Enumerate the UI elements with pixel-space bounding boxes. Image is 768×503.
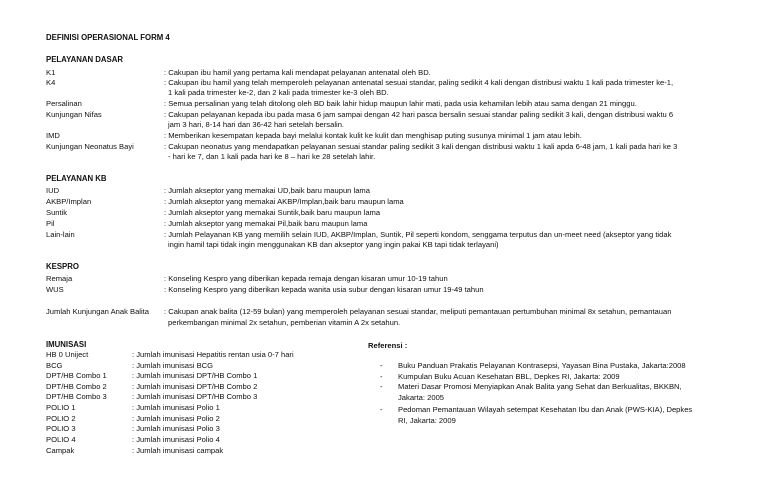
term-persalinan: Persalinan (46, 99, 82, 108)
def-kunjungan-anak-balita-cont: perkembangan minimal 2x setahun, pemberian vitamin A 2x setahun. (168, 318, 401, 327)
def-bcg: : Jumlah imunisasi BCG (132, 361, 214, 370)
section-heading-pelayanan-kb: PELAYANAN KB (46, 174, 107, 183)
term-hb0-uniject: HB 0 Uniject (46, 350, 89, 359)
def-hb0-uniject: : Jumlah imunisasi Hepatitis rentan usia 0-7 hari (132, 350, 294, 359)
def-imd: : Memberikan kesempatan kepada bayi melalui kontak kulit ke kulit dan menghisap puting susunya minimal 1 jam atau lebih. (164, 131, 582, 140)
def-k1: : Cakupan ibu hamil yang pertama kali mendapat pelayanan antenatal oleh BD. (164, 68, 431, 77)
term-polio-1: POLIO 1 (46, 403, 76, 412)
ref-bullet: - (380, 372, 383, 381)
term-imd: IMD (46, 131, 60, 140)
def-kunjungan-nifas-cont: jam 3 hari, 8-14 hari dan 36-42 hari setelah bersalin. (168, 120, 345, 129)
term-kunjungan-nifas: Kunjungan Nifas (46, 110, 102, 119)
def-kunjungan-neonatus-cont: - hari ke 7, dan 1 kali pada hari ke 8 – hari ke 28 setelah lahir. (168, 152, 376, 161)
term-campak: Campak (46, 446, 75, 455)
ref-bullet: - (380, 382, 383, 391)
def-campak: : Jumlah imunisasi campak (132, 446, 224, 455)
term-dpt-combo-3: DPT/HB Combo 3 (46, 392, 107, 401)
ref-bullet: - (380, 361, 383, 370)
term-lain-lain: Lain-lain (46, 230, 75, 239)
term-polio-4: POLIO 4 (46, 435, 76, 444)
def-polio-2: : Jumlah imunisasi Polio 2 (132, 414, 220, 423)
def-pil: : Jumlah akseptor yang memakai Pil,baik baru maupun lama (164, 219, 368, 228)
term-remaja: Remaja (46, 274, 73, 283)
def-kunjungan-nifas: : Cakupan pelayanan kepada ibu pada masa 6 jam sampai dengan 42 hari pasca bersalin sesuai standar paling sedikit 3 kali, dengan distribusi waktu 6 (164, 110, 674, 119)
def-polio-3: : Jumlah imunisasi Polio 3 (132, 424, 220, 433)
section-heading-pelayanan-dasar: PELAYANAN DASAR (46, 55, 123, 64)
def-k4: : Cakupan ibu hamil yang telah memperoleh pelayanan antenatal sesuai standar, paling sedikit 4 kali dengan distribusi waktu 1 kali pada trimester ke-1, (164, 78, 674, 87)
def-dpt-combo-1: : Jumlah imunisasi DPT/HB Combo 1 (132, 371, 258, 380)
term-kunjungan-anak-balita: Jumlah Kunjungan Anak Balita (46, 307, 150, 316)
def-iud: : Jumlah akseptor yang memakai UD,baik baru maupun lama (164, 186, 370, 195)
term-dpt-combo-2: DPT/HB Combo 2 (46, 382, 107, 391)
document-title: DEFINISI OPERASIONAL FORM 4 (46, 33, 170, 42)
def-k4-cont: 1 kali pada trimester ke-2, dan 2 kali pada trimester ke-3 oleh BD. (168, 88, 389, 97)
term-akbp-implan: AKBP/Implan (46, 197, 92, 206)
def-remaja: : Konseling Kespro yang diberikan kepada remaja dengan kisaran umur 10-19 tahun (164, 274, 448, 283)
term-bcg: BCG (46, 361, 63, 370)
def-dpt-combo-3: : Jumlah imunisasi DPT/HB Combo 3 (132, 392, 258, 401)
ref-bullet: - (380, 405, 383, 414)
def-suntik: : Jumlah akseptor yang memakai Suntik,baik baru maupun lama (164, 208, 381, 217)
term-pil: Pil (46, 219, 55, 228)
referensi-heading: Referensi : (368, 341, 408, 350)
term-polio-2: POLIO 2 (46, 414, 76, 423)
def-polio-4: : Jumlah imunisasi Polio 4 (132, 435, 220, 444)
term-polio-3: POLIO 3 (46, 424, 76, 433)
term-wus: WUS (46, 285, 64, 294)
def-wus: : Konseling Kespro yang diberikan kepada wanita usia subur dengan kisaran umur 19-49 tahun (164, 285, 484, 294)
term-suntik: Suntik (46, 208, 68, 217)
term-iud: IUD (46, 186, 60, 195)
term-kunjungan-neonatus: Kunjungan Neonatus Bayi (46, 142, 134, 151)
ref-item-2: Kumpulan Buku Acuan Kesehatan BBL, Depkes RI, Jakarta: 2009 (398, 372, 620, 381)
def-persalinan: : Semua persalinan yang telah ditolong oleh BD baik lahir hidup maupun lahir mati, pada usia kehamilan lebih atau sama dengan 21 minggu. (164, 99, 637, 108)
section-heading-imunisasi: IMUNISASI (46, 340, 87, 349)
def-akbp-implan: : Jumlah akseptor yang memakai AKBP/Implan,baik baru maupun lama (164, 197, 404, 206)
def-lain-lain-cont: ingin hamil tapi tidak ingin menggunakan KB dan akseptor yang ingin pakai KB tapi tidak terlayani) (168, 240, 499, 249)
ref-item-1: Buku Panduan Prakatis Pelayanan Kontrasepsi, Yayasan Bina Pustaka, Jakarta:2008 (398, 361, 686, 370)
term-dpt-combo-1: DPT/HB Combo 1 (46, 371, 107, 380)
def-dpt-combo-2: : Jumlah imunisasi DPT/HB Combo 2 (132, 382, 258, 391)
def-kunjungan-anak-balita: : Cakupan anak balita (12-59 bulan) yang memperoleh pelayanan sesuai standar, meliputi pemantauan pertumbuhan minimal 8x setahun, pemantauan (164, 307, 672, 316)
def-lain-lain: : Jumlah Pelayanan KB yang memilih selain IUD, AKBP/Implan, Suntik, Pil seperti kondom, senggama terputus dan un-meet need (akseptor yang tidak (164, 230, 672, 239)
ref-item-3: Materi Dasar Promosi Menyiapkan Anak Balita yang Sehat dan Berkualitas, BKKBN, (398, 382, 682, 391)
term-k4: K4 (46, 78, 56, 87)
def-polio-1: : Jumlah imunisasi Polio 1 (132, 403, 220, 412)
term-k1: K1 (46, 68, 56, 77)
ref-item-4: Pedoman Pemantauan Wilayah setempat Kesehatan Ibu dan Anak (PWS-KIA), Depkes (398, 405, 693, 414)
ref-item-3-cont: Jakarta: 2005 (398, 393, 445, 402)
ref-item-4-cont: RI, Jakarta: 2009 (398, 416, 456, 425)
section-heading-kespro: KESPRO (46, 262, 79, 271)
def-kunjungan-neonatus: : Cakupan neonatus yang mendapatkan pelayanan sesuai standar paling sedikit 3 kali dengan distribusi waktu 1 kali apda 6-48 jam, 1 kali pada hari ke 3 (164, 142, 678, 151)
